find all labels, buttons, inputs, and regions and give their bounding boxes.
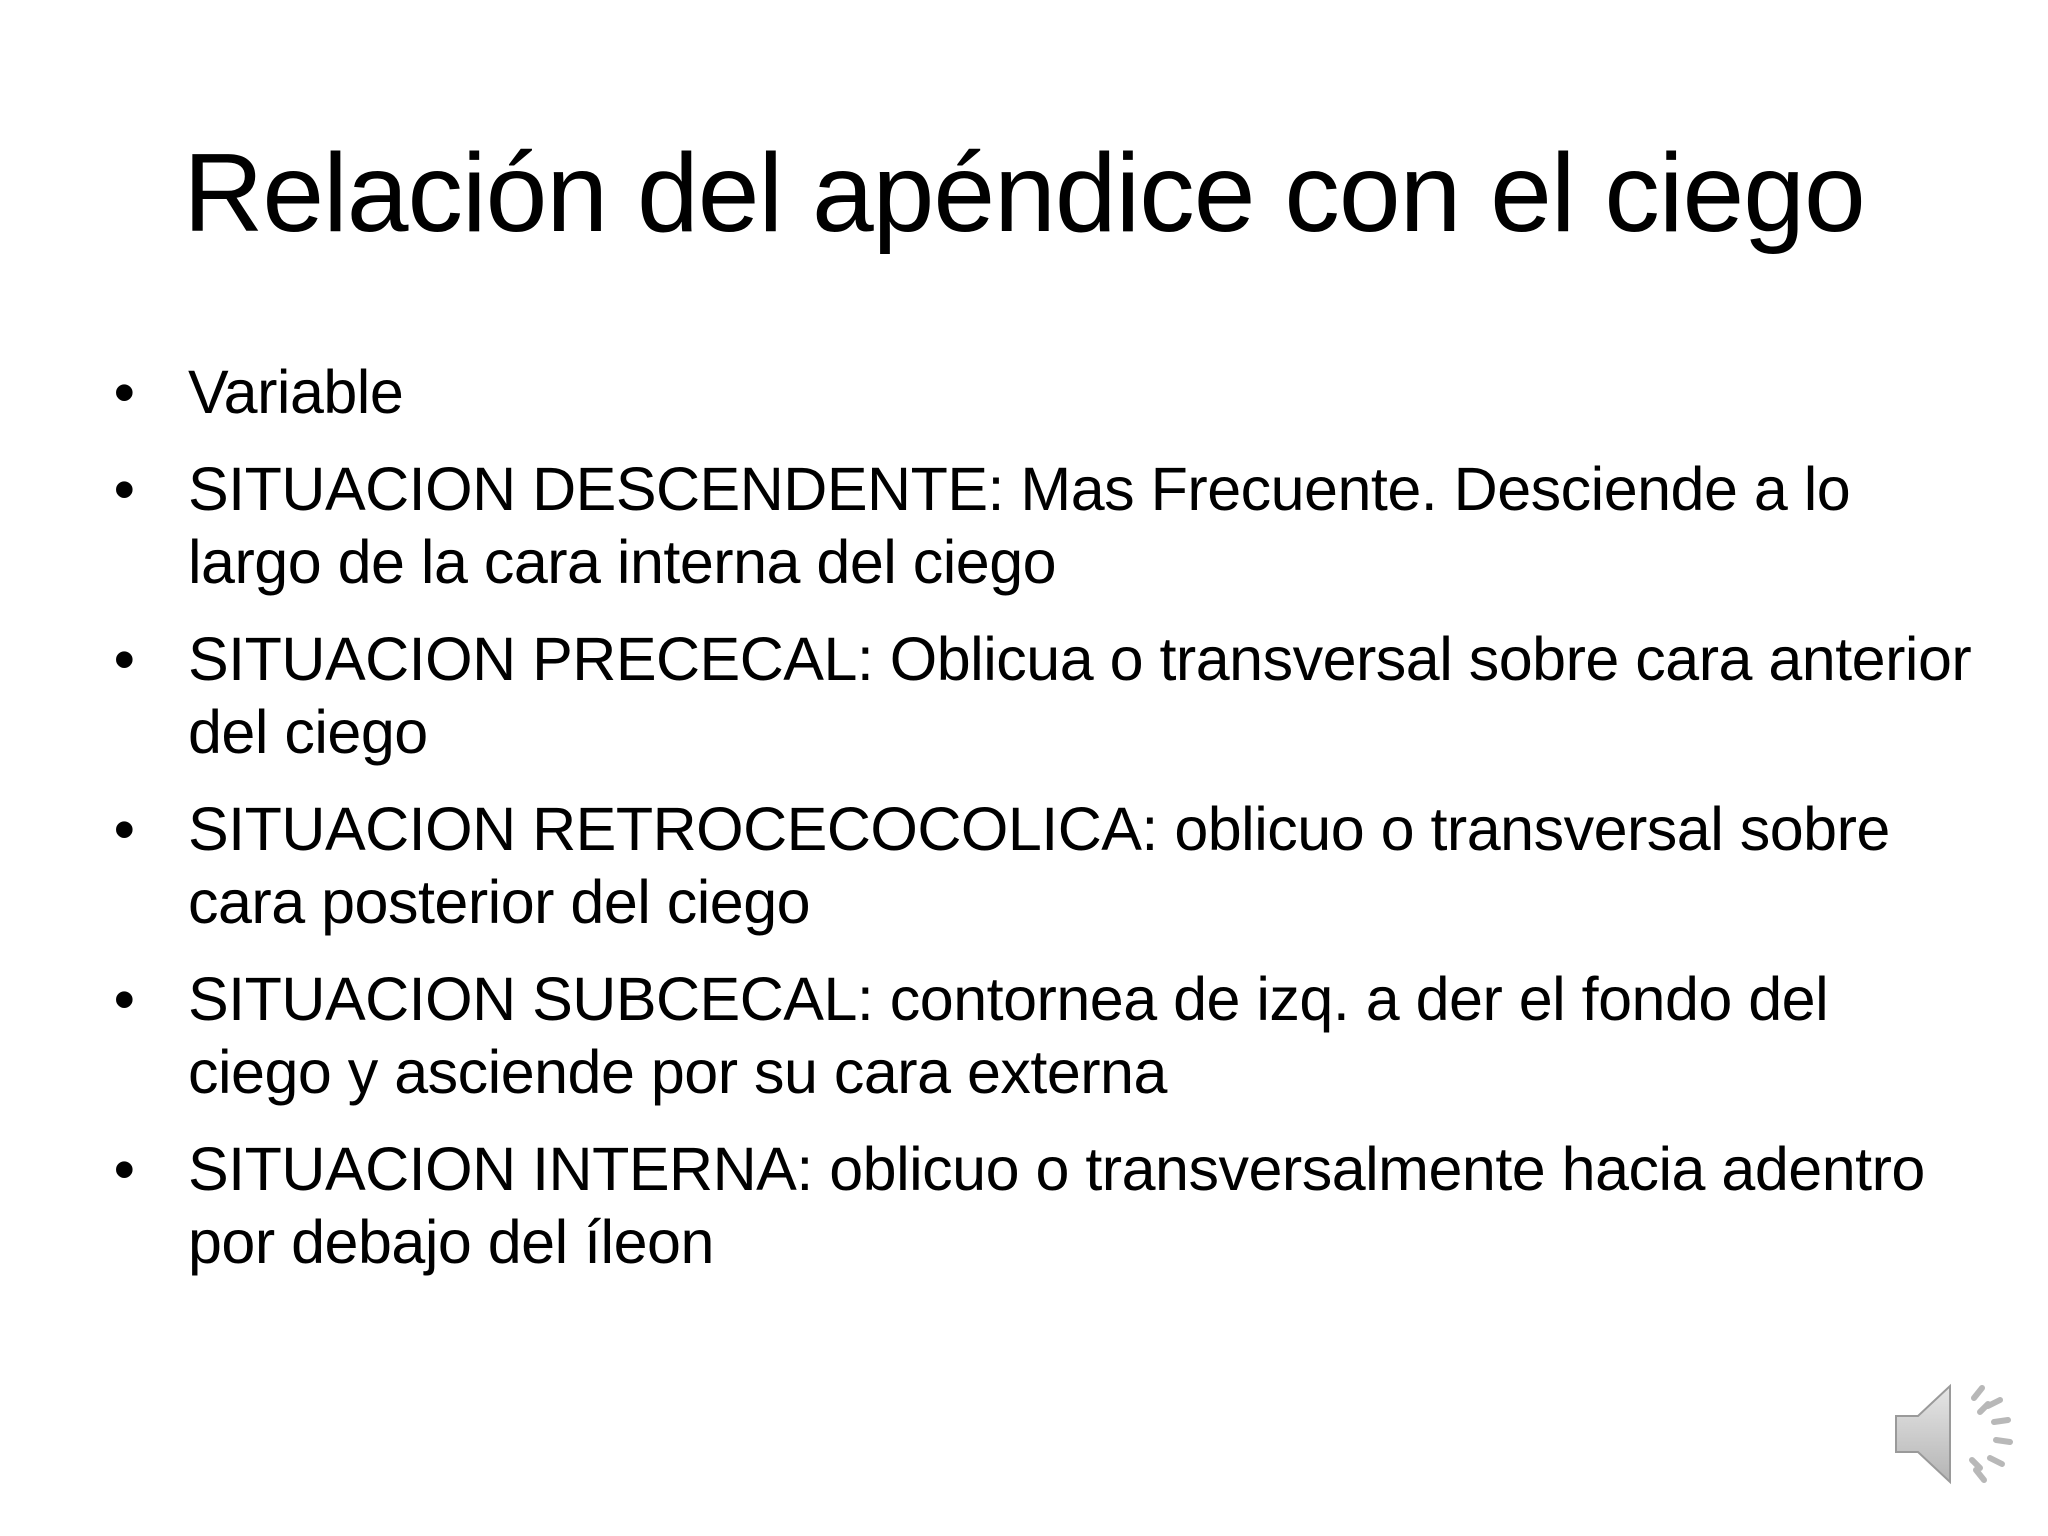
bullet-marker: • bbox=[113, 625, 135, 693]
bullet-text: SITUACION INTERNA: oblicuo o transversalmente hacia adentro por debajo del íleon bbox=[188, 1135, 1925, 1276]
bullet-item bbox=[104, 623, 1974, 769]
bullet-item bbox=[104, 793, 1974, 939]
bullet-item bbox=[104, 356, 1974, 429]
bullet-text: Variable bbox=[188, 358, 404, 426]
slide-title: Relación del apéndice con el ciego bbox=[183, 131, 1865, 255]
bullet-text: SITUACION PRECECAL: Oblicua o transversal sobre cara anterior del ciego bbox=[188, 625, 1972, 766]
bullet-item bbox=[104, 453, 1974, 599]
bullet-item bbox=[104, 1133, 1974, 1279]
bullet-marker: • bbox=[113, 1135, 135, 1203]
bullet-text: SITUACION DESCENDENTE: Mas Frecuente. Desciende a lo largo de la cara interna del ciego bbox=[188, 455, 1851, 596]
bullet-marker: • bbox=[113, 795, 135, 863]
bullet-marker: • bbox=[113, 455, 135, 523]
bullet-marker: • bbox=[113, 358, 135, 426]
bullet-text: SITUACION RETROCECOCOLICA: oblicuo o transversal sobre cara posterior del ciego bbox=[188, 795, 1890, 936]
speaker-icon[interactable] bbox=[1888, 1364, 2028, 1504]
bullet-list bbox=[104, 356, 1974, 1303]
bullet-marker: • bbox=[113, 965, 135, 1033]
bullet-text: SITUACION SUBCECAL: contornea de izq. a der el fondo del ciego y asciende por su cara externa bbox=[188, 965, 1829, 1106]
bullet-item bbox=[104, 963, 1974, 1109]
